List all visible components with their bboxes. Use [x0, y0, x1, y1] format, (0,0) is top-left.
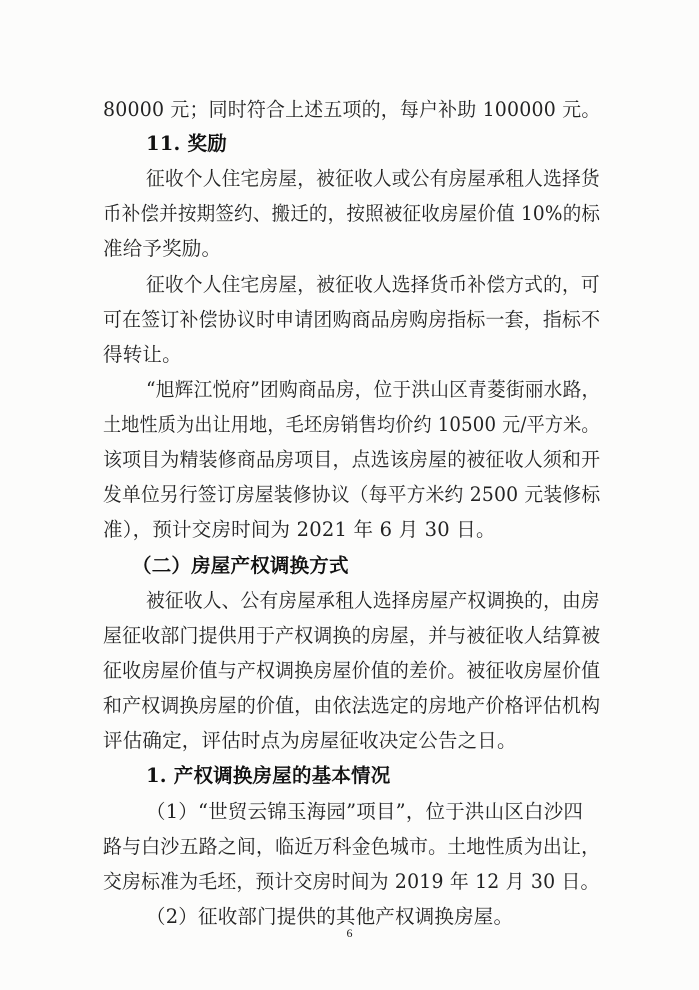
text-line: （2）征收部门提供的其他产权调换房屋。 [146, 905, 514, 928]
text-line: （1）“世贸云锦玉海园”项目”，位于洪山区白沙四 [146, 800, 584, 823]
section-heading: 1. 产权调换房屋的基本情况 [146, 764, 391, 787]
text-line: 评估确定，评估时点为房屋征收决定公告之日。 [103, 729, 517, 752]
section-heading: 11. 奖励 [146, 132, 227, 155]
text-line: 和产权调换房屋的价值，由依法选定的房地产价格评估机构 [103, 694, 601, 717]
text-line: 得转让。 [103, 343, 182, 366]
text-line: 路与白沙五路之间，临近万科金色城市。土地性质为出让， [103, 835, 601, 858]
text-line: 土地性质为出让用地，毛坯房销售均价约 10500 元/平方米。 [103, 413, 600, 436]
text-line: 该项目为精装修商品房项目，点选该房屋的被征收人须和开 [103, 448, 601, 471]
text-line: 征收个人住宅房屋，被征收人选择货币补偿方式的，可 [146, 273, 600, 296]
text-line: 币补偿并按期签约、搬迁的，按照被征收房屋价值 10%的标 [103, 202, 601, 225]
text-line: 准给予奖励。 [103, 237, 222, 260]
text-line: “旭辉江悦府”团购商品房，位于洪山区青菱街丽水路， [146, 378, 601, 401]
page-number: 6 [346, 926, 353, 940]
text-line: 80000 元；同时符合上述五项的，每户补助 100000 元。 [103, 98, 601, 121]
text-line: 交房标准为毛坯，预计交房时间为 2019 年 12 月 30 日。 [103, 870, 600, 893]
section-heading: （二）房屋产权调换方式 [132, 554, 349, 577]
text-line: 被征收人、公有房屋承租人选择房屋产权调换的，由房 [146, 589, 600, 612]
text-line: 可在签订补偿协议时申请团购商品房购房指标一套，指标不 [103, 308, 601, 331]
text-line: 发单位另行签订房屋装修协议（每平方米约 2500 元装修标 [103, 483, 601, 506]
text-line: 准），预计交房时间为 2021 年 6 月 30 日。 [103, 518, 496, 541]
text-line: 屋征收部门提供用于产权调换的房屋，并与被征收人结算被 [103, 624, 601, 647]
text-line: 征收房屋价值与产权调换房屋价值的差价。被征收房屋价值 [103, 659, 601, 682]
text-line: 征收个人住宅房屋，被征收人或公有房屋承租人选择货 [146, 167, 600, 190]
